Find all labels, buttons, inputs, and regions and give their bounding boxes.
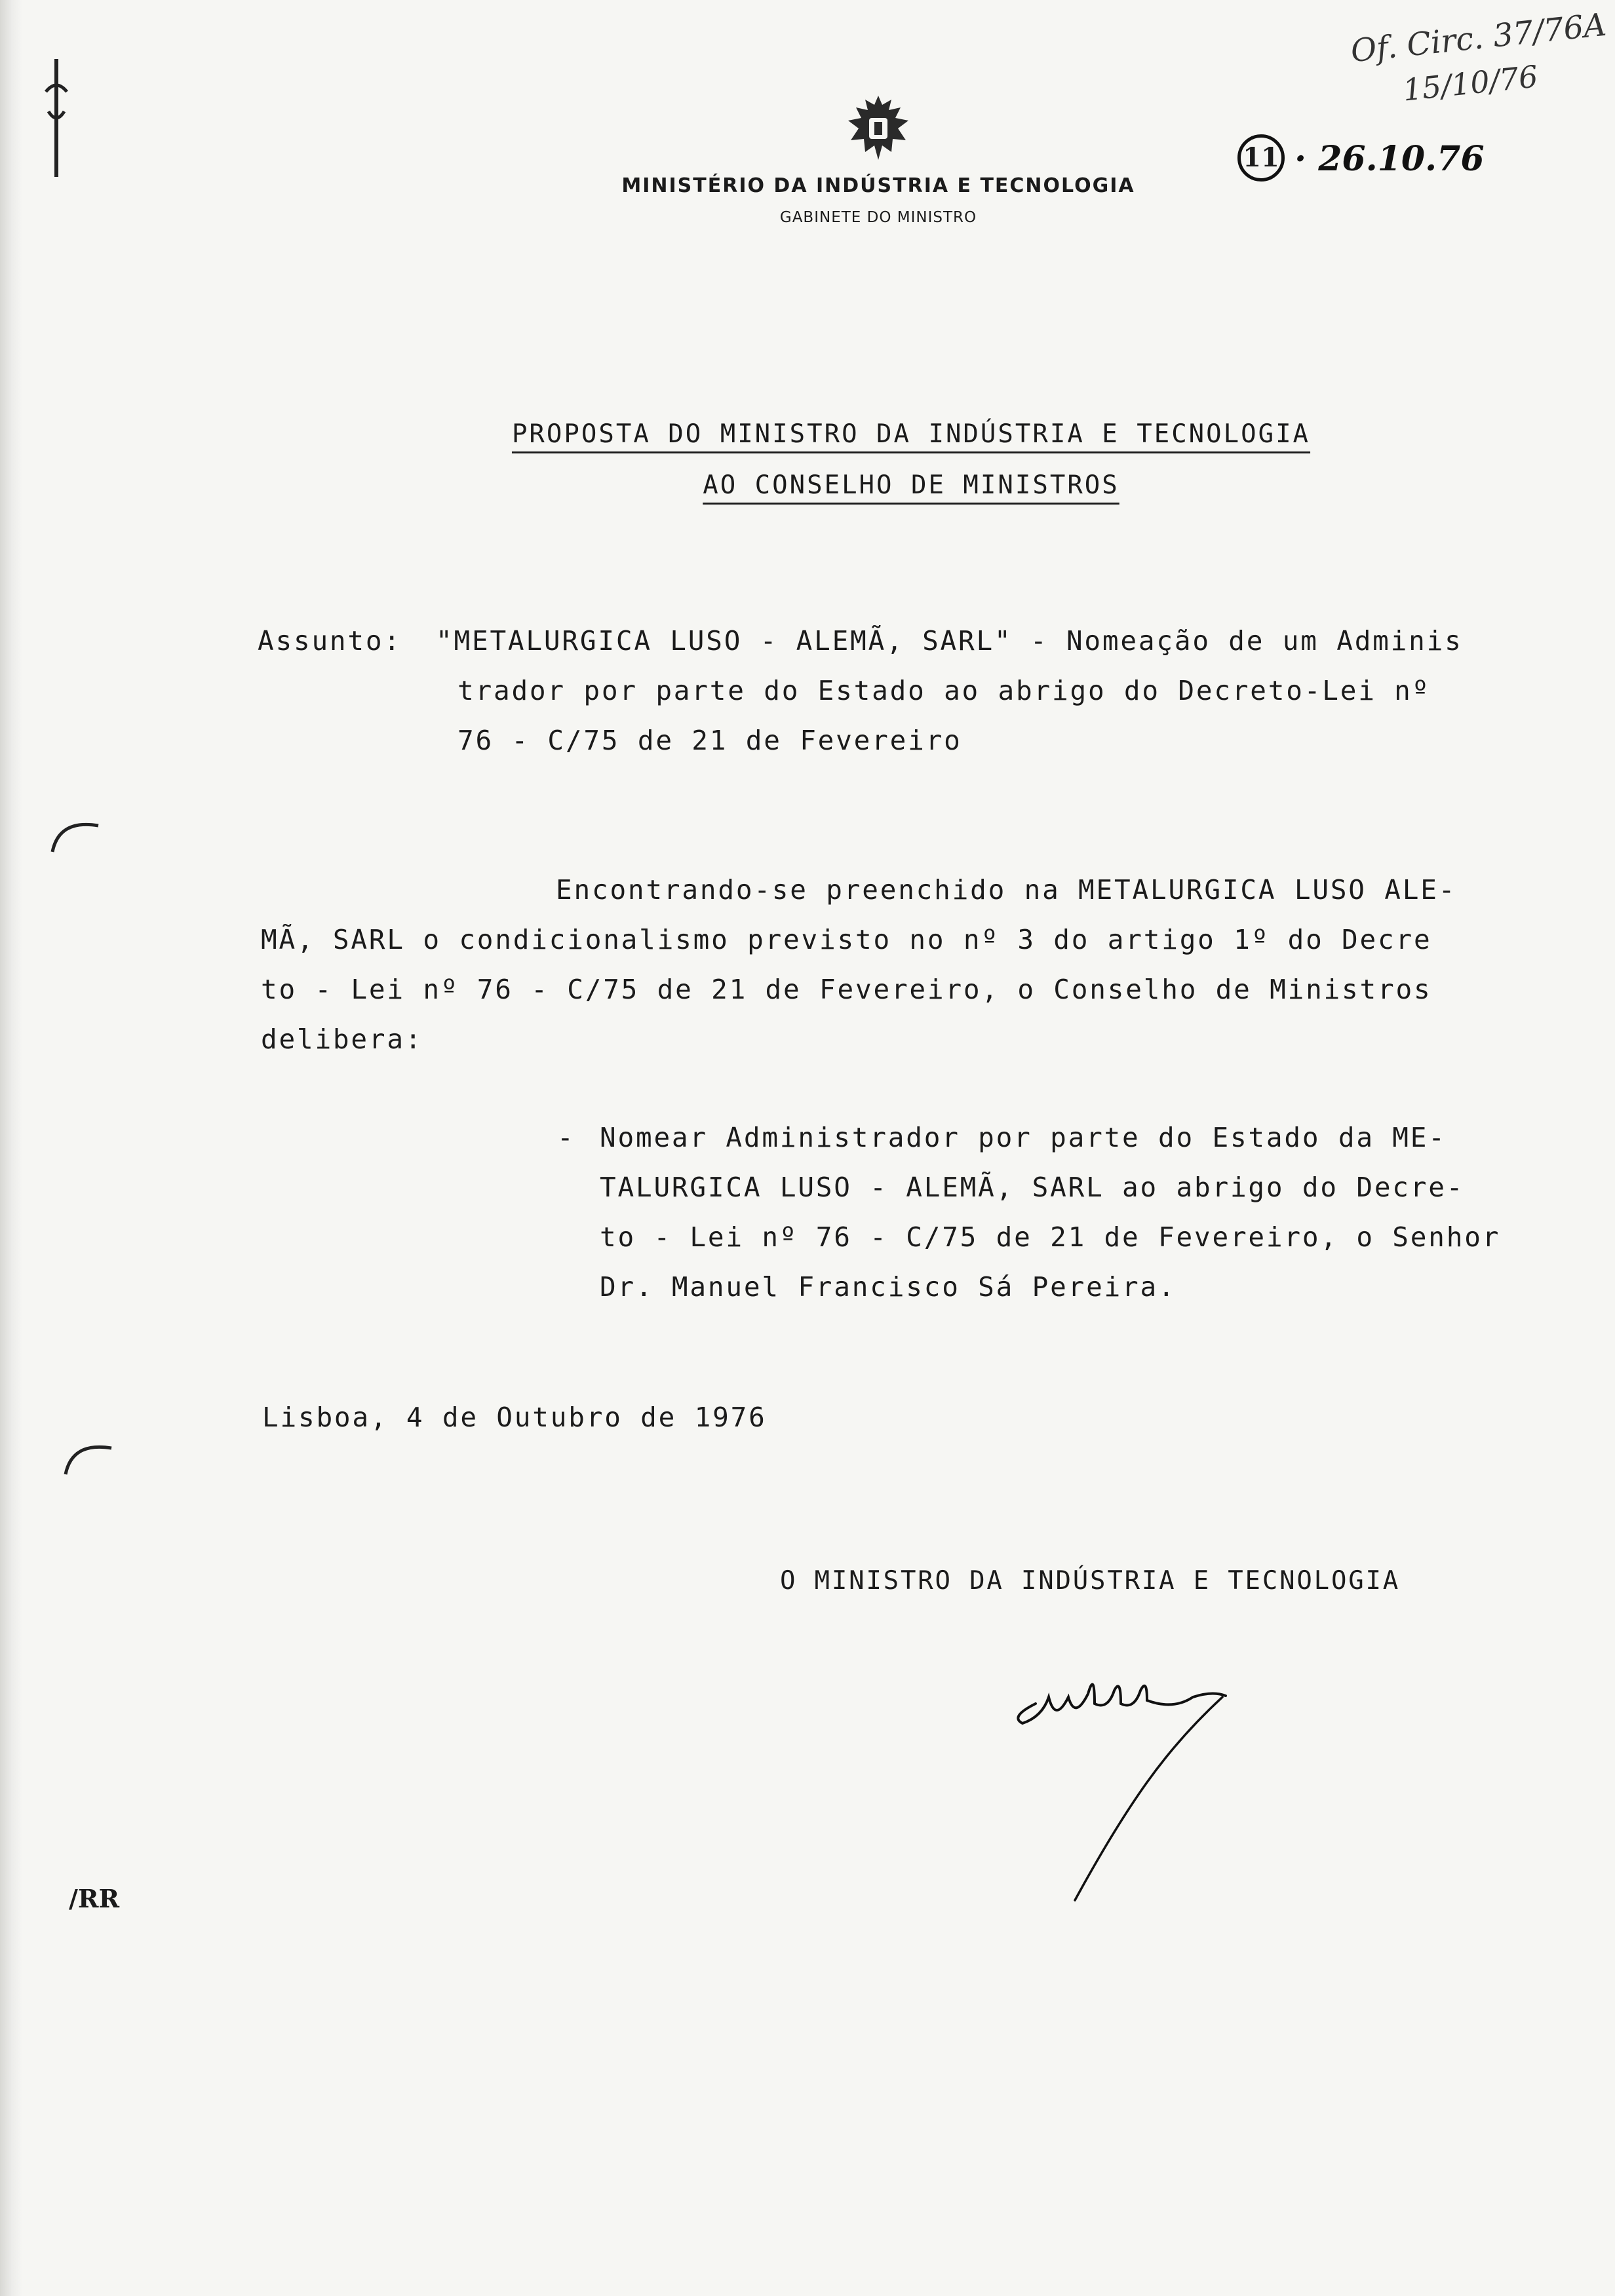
resolution-line: Dr. Manuel Francisco Sá Pereira. (600, 1271, 1177, 1303)
circled-number-stamp: 11 (1237, 134, 1285, 182)
handwritten-date-note: 15/10/76 (1401, 58, 1540, 108)
punch-hole-mark-icon (46, 813, 111, 865)
document-title (354, 419, 1468, 449)
subject-label: Assunto: (258, 625, 402, 657)
resolution-line: Nomear Administrador por parte do Estado da ME- (600, 1122, 1447, 1153)
body-line: delibera: (261, 1024, 423, 1055)
body-line: Encontrando-se preenchido na METALURGICA LUSO ALE- (556, 874, 1457, 906)
handwritten-stamp-date: · 26.10.76 (1294, 139, 1485, 179)
typist-initials: /RR (69, 1884, 120, 1913)
resolution-line: to - Lei nº 76 - C/75 de 21 de Fevereiro, o Senhor (600, 1221, 1501, 1253)
subject-line: "METALURGICA LUSO - ALEMÃ, SARL" - Nomeação de um Adminis (436, 625, 1463, 657)
signatory-title: O MINISTRO DA INDÚSTRIA E TECNOLOGIA (780, 1566, 1401, 1596)
cabinet-name: GABINETE DO MINISTRO (779, 209, 977, 226)
subject-line: trador por parte do Estado ao abrigo do Decreto-Lei nº (457, 675, 1431, 706)
coat-of-arms-icon (840, 92, 916, 164)
ministry-name: MINISTÉRIO DA INDÚSTRIA E TECNOLOGIA (621, 174, 1135, 197)
body-paragraph (261, 865, 1456, 1064)
resolution-dash: - (557, 1122, 575, 1153)
document-subtitle (354, 470, 1468, 500)
punch-hole-mark-icon (59, 1435, 125, 1487)
subject-line: 76 - C/75 de 21 de Fevereiro (457, 725, 962, 756)
binder-clip-icon (37, 52, 76, 183)
signature-icon (996, 1658, 1298, 1920)
resolution-line: TALURGICA LUSO - ALEMÃ, SARL ao abrigo do Decre- (600, 1172, 1465, 1203)
scanned-page-edge (0, 0, 22, 2296)
place-date: Lisboa, 4 de Outubro de 1976 (262, 1402, 767, 1433)
title-line-1: PROPOSTA DO MINISTRO DA INDÚSTRIA E TECNOLOGIA (511, 419, 1311, 449)
body-line: to - Lei nº 76 - C/75 de 21 de Fevereiro, o Conselho de Ministros (261, 974, 1432, 1005)
handwritten-reference: Of. Circ. 37/76A (1349, 6, 1608, 70)
body-line: MÃ, SARL o condicionalismo previsto no nº 3 do artigo 1º do Decre (261, 924, 1432, 955)
letterhead (511, 92, 1245, 226)
resolution-block (600, 1113, 1500, 1312)
title-line-2: AO CONSELHO DE MINISTROS (703, 470, 1119, 500)
subject-block (436, 616, 1463, 765)
